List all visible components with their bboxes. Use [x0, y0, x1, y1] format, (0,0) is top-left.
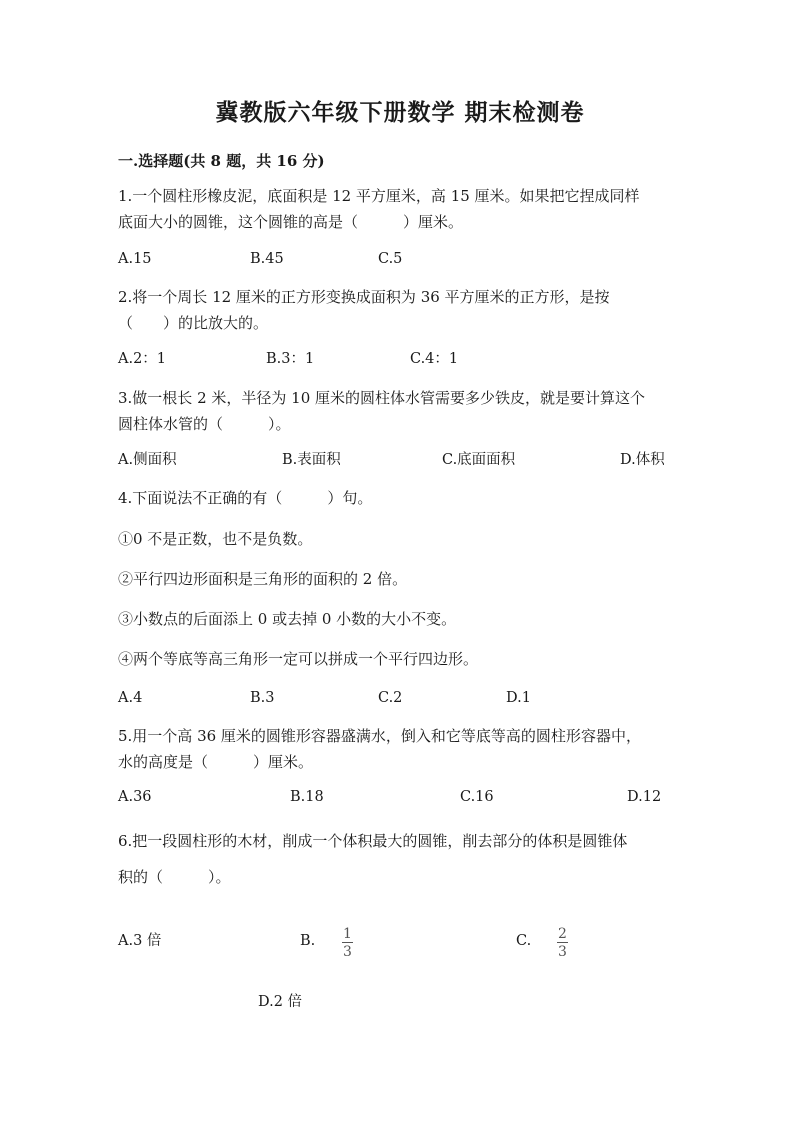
question-3-line-2: 圆柱体水管的（ ）。: [118, 415, 291, 433]
q4-option-a: A.4: [118, 690, 143, 706]
q6-option-c-fraction: [557, 927, 568, 959]
question-2: [118, 284, 684, 336]
q6-option-b-numerator: 1: [343, 926, 352, 942]
q5-option-b: B.18: [290, 789, 324, 805]
fraction-bar: [557, 942, 568, 943]
question-4-line-1: 4.下面说法不正确的有（ ）句。: [118, 489, 373, 507]
section-heading: 一.选择题(共 8 题，共 16 分): [118, 152, 325, 170]
q6-option-c-denominator: 3: [558, 944, 567, 960]
q6-option-c-numerator: 2: [558, 926, 567, 942]
q6-option-c: C.: [516, 933, 532, 949]
q5-option-c: C.16: [460, 789, 494, 805]
q6-option-b-fraction: [342, 927, 353, 959]
question-1-line-1: 1.一个圆柱形橡皮泥，底面积是 12 平方厘米，高 15 厘米。如果把它捏成同样: [118, 187, 640, 205]
q3-option-b: B.表面积: [282, 452, 341, 468]
q5-option-d: D.12: [627, 789, 662, 805]
question-6-line-2: 积的（ ）。: [118, 868, 231, 886]
q2-option-a: A.2：1: [118, 351, 167, 367]
question-5-line-2: 水的高度是（ ）厘米。: [118, 753, 314, 771]
q3-option-d: D.体积: [620, 452, 665, 468]
page-title: 冀教版六年级下册数学 期末检测卷: [215, 99, 585, 126]
question-2-line-1: 2.将一个周长 12 厘米的正方形变换成面积为 36 平方厘米的正方形，是按: [118, 288, 610, 306]
q4-statement-4: ④两个等底等高三角形一定可以拼成一个平行四边形。: [118, 650, 479, 668]
question-4: [118, 485, 684, 511]
question-6-line-1: 6.把一段圆柱形的木材，削成一个体积最大的圆锥，削去部分的体积是圆锥体: [118, 832, 628, 850]
question-1-line-2: 底面大小的圆锥，这个圆锥的高是（ ）厘米。: [118, 213, 464, 231]
q4-statement-1: ①0 不是正数，也不是负数。: [118, 530, 313, 548]
q1-option-b: B.45: [250, 251, 284, 267]
question-3: [118, 385, 684, 437]
q3-option-c: C.底面面积: [442, 452, 516, 468]
q4-option-d: D.1: [506, 690, 531, 706]
q4-option-c: C.2: [378, 690, 403, 706]
q5-option-a: A.36: [118, 789, 152, 805]
question-5-line-1: 5.用一个高 36 厘米的圆锥形容器盛满水，倒入和它等底等高的圆柱形容器中，: [118, 727, 641, 745]
q4-option-b: B.3: [250, 690, 275, 706]
q6-option-b-denominator: 3: [343, 944, 352, 960]
q6-option-d: D.2 倍: [258, 994, 303, 1010]
question-2-line-2: （ ）的比放大的。: [118, 314, 269, 332]
question-1: [118, 183, 684, 235]
question-6: [118, 823, 684, 895]
q6-option-b: B.: [300, 933, 316, 949]
q2-option-c: C.4：1: [410, 351, 459, 367]
q1-option-a: A.15: [118, 251, 152, 267]
q4-statement-2: ②平行四边形面积是三角形的面积的 2 倍。: [118, 570, 408, 588]
fraction-bar: [342, 942, 353, 943]
q2-option-b: B.3：1: [266, 351, 315, 367]
q1-option-c: C.5: [378, 251, 403, 267]
question-5: [118, 723, 684, 775]
q3-option-a: A.侧面积: [118, 452, 177, 468]
q4-statement-3: ③小数点的后面添上 0 或去掉 0 小数的大小不变。: [118, 610, 457, 628]
question-3-line-1: 3.做一根长 2 米，半径为 10 厘米的圆柱体水管需要多少铁皮，就是要计算这个: [118, 389, 646, 407]
q6-option-a: A.3 倍: [118, 933, 162, 949]
